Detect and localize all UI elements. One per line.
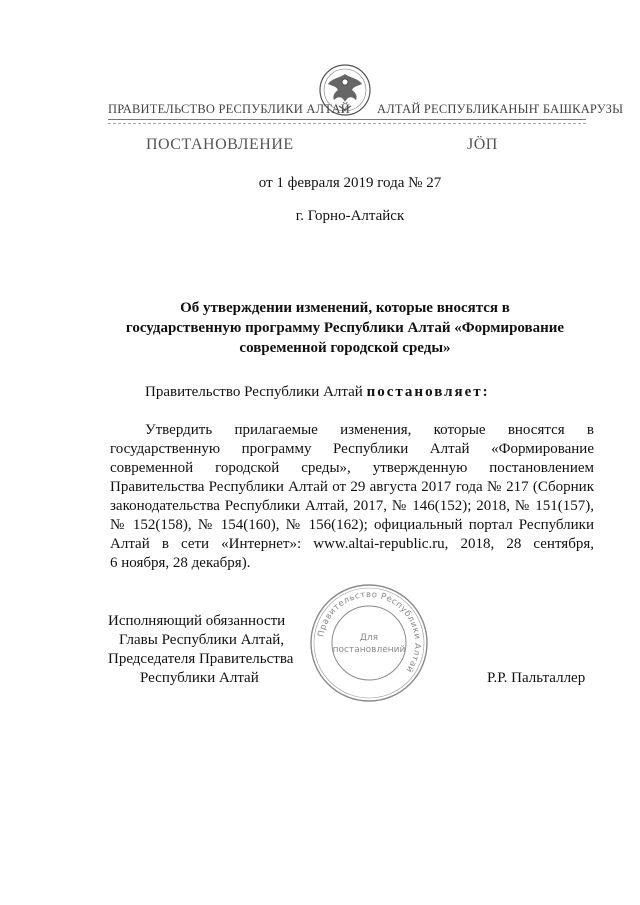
signatory-title-line-2: Главы Республики Алтай, <box>119 632 285 648</box>
signatory-title-line-3: Председателя Правительства <box>108 651 294 667</box>
title-line-3: современной городской среды» <box>239 340 451 356</box>
body-line-3: современной городской среды», утвержденную постановлением <box>110 460 594 476</box>
seal-center-line-2: постановлений <box>332 645 406 655</box>
seal-center-line-1: Для <box>359 633 379 643</box>
header-rule-dashed <box>108 123 586 124</box>
body-line-8: 6 ноября, 28 декабря). <box>110 555 251 571</box>
preamble-decree: постановляет: <box>366 384 490 400</box>
signatory-name: Р.Р. Пальталлер <box>487 670 586 686</box>
body-line-7: Алтай в сети «Интернет»: www.altai-republic.ru, 2018, 28 сентября, <box>110 536 594 552</box>
signatory-title-line-1: Исполняющий обязанности <box>108 613 286 629</box>
government-name-altai: АЛТАЙ РЕСПУБЛИКАНЫҤ БАШКАРУЗЫ <box>377 102 624 116</box>
body-line-6: № 152(158), № 154(160), № 156(162); официальный портал Республики <box>110 517 594 533</box>
government-name-russian: ПРАВИТЕЛЬСТВО РЕСПУБЛИКИ АЛТАЙ <box>108 102 350 116</box>
header-rule <box>108 119 586 120</box>
document-type-altai: ЈӦП <box>467 136 498 153</box>
preamble <box>145 384 490 401</box>
official-seal <box>308 582 430 704</box>
body-line-4: Правительства Республики Алтай от 29 августа 2017 года № 217 (Сборник <box>110 479 594 495</box>
document-date-number: от 1 февраля 2019 года № 27 <box>258 175 442 191</box>
body-line-5: законодательства Республики Алтай, 2017, № 146(152); 2018, № 151(157), <box>110 498 594 514</box>
preamble-text: Правительство Республики Алтай <box>145 384 367 400</box>
title-line-1: Об утверждении изменений, которые вносятся в <box>180 300 510 316</box>
title-line-2: государственную программу Республики Алтай «Формирование <box>125 320 565 336</box>
body-line-2: государственную программу Республики Алтай «Формирование <box>110 441 594 457</box>
document-type-russian: ПОСТАНОВЛЕНИЕ <box>146 136 294 153</box>
document-city: г. Горно-Алтайск <box>295 208 405 224</box>
signatory-title-line-4: Республики Алтай <box>140 670 259 686</box>
document-title <box>110 298 580 358</box>
seal-ring-text: Правительство Республики Алтай <box>316 589 423 675</box>
body-line-1: Утвердить прилагаемые изменения, которые вносятся в <box>145 422 594 438</box>
